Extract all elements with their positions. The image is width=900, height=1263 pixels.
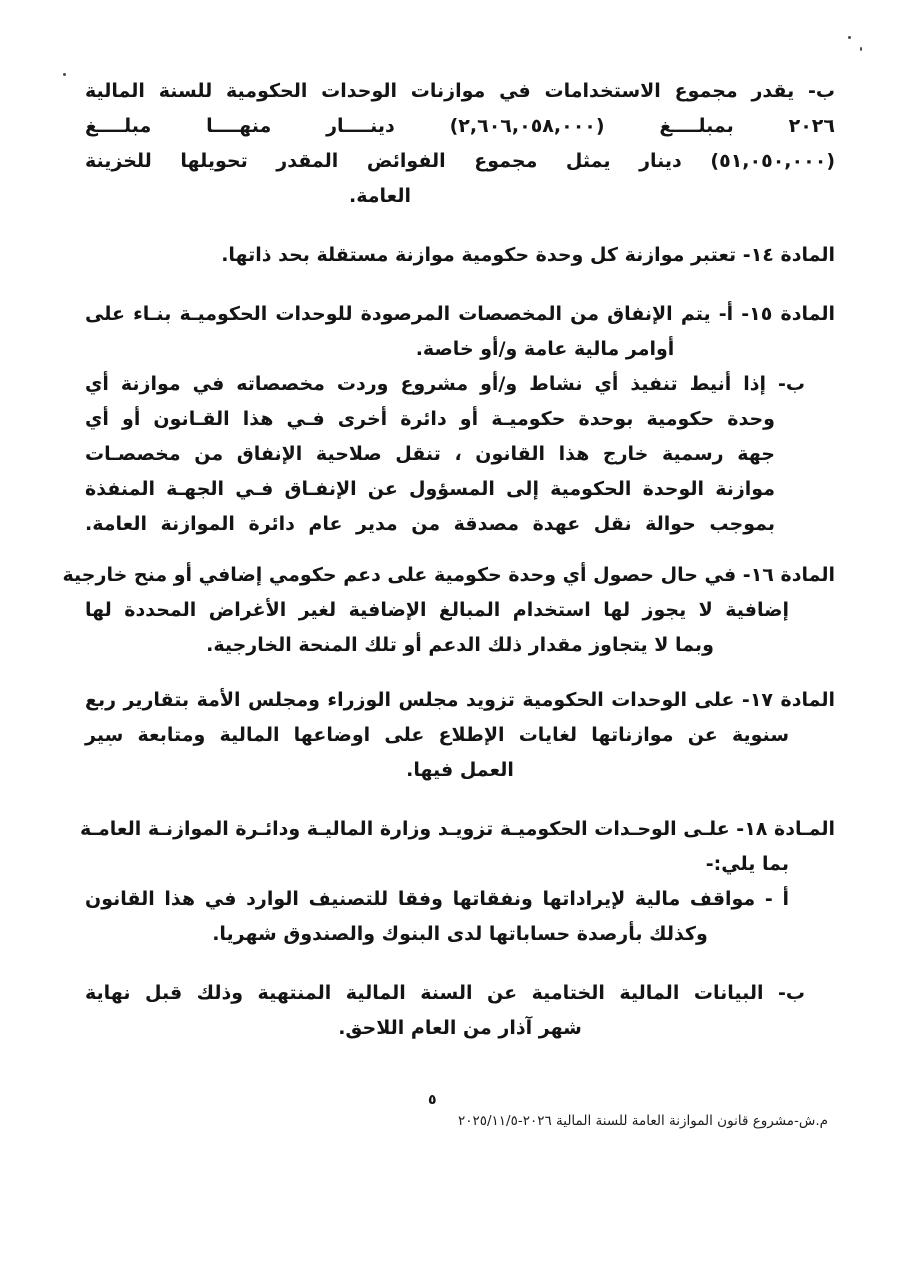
article-14: [85, 238, 835, 273]
text-line: (٥١,٠٥٠,٠٠٠) دينار يمثل مجموع الفوائض المقدر تحويلها للخزينة: [85, 150, 835, 172]
text-line: ب- البيانات المالية الختامية عن السنة المالية المنتهية وذلك قبل نهاية: [85, 982, 805, 1004]
text-line: المادة ١٥- أ- يتم الإنفاق من المخصصات المرصودة للوحدات الحكوميـة بنـاء على: [85, 303, 835, 325]
text-line: وبما لا يتجاوز مقدار ذلك الدعم أو تلك المنحة الخارجية.: [206, 634, 714, 656]
scan-speck: [860, 47, 862, 51]
text-line: أوامر مالية عامة و/أو خاصة.: [415, 338, 675, 360]
text-line: ب- يقدر مجموع الاستخدامات في موازنات الوحدات الحكومية للسنة المالية: [85, 80, 835, 102]
scan-speck: [848, 36, 851, 39]
text-line: بما يلي:-: [705, 853, 789, 875]
text-line: سنوية عن موازناتها لغايات الإطلاع على اوضاعها المالية ومتابعة سير: [85, 724, 789, 746]
footer-reference: م.ش-مشروع قانون الموازنة العامة للسنة المالية ٢٠٢٦-٢٠٢٥/١١/٥: [457, 1113, 828, 1129]
text-line: أ - مواقف مالية لإيراداتها ونفقاتها وفقا للتصنيف الوارد في هذا القانون: [85, 888, 789, 910]
text-line: المادة ١٧- على الوحدات الحكومية تزويد مجلس الوزراء ومجلس الأمة بتقارير ربع: [85, 689, 835, 711]
text-line: ٢٠٢٦ بمبلــــغ (٢,٦٠٦,٠٥٨,٠٠٠) دينــــار منهــــا مبلــــغ: [85, 115, 835, 137]
text-line: المادة ١٦- في حال حصول أي وحدة حكومية على دعم حكومي إضافي أو منح خارجية: [62, 564, 835, 586]
text-line: وكذلك بأرصدة حساباتها لدى البنوك والصندوق شهريا.: [212, 923, 708, 945]
text-line: وحدة حكومية بوحدة حكوميـة أو دائرة أخرى فـي هذا القـانون أو أي: [85, 408, 775, 430]
article-18-clause-b: [85, 976, 835, 1046]
article-16: [62, 558, 835, 663]
page-number: ٥: [428, 1092, 437, 1108]
article-17: [85, 683, 835, 788]
text-line: جهة رسمية خارج هذا القانون ، تنقل صلاحية الإنفاق من مخصصـات: [85, 443, 775, 465]
text-line: العمل فيها.: [406, 759, 514, 781]
clause-b-uses-estimate: [85, 74, 835, 214]
scan-speck: [63, 73, 66, 76]
text-line: ب- إذا أنيط تنفيذ أي نشاط و/أو مشروع وردت مخصصاته في موازنة أي: [85, 373, 805, 395]
text-line: العامة.: [348, 185, 411, 207]
text-line: بموجب حوالة نقل عهدة مصدقة من مدير عام دائرة الموازنة العامة.: [85, 513, 775, 535]
text-line: المادة ١٤- تعتبر موازنة كل وحدة حكومية موازنة مستقلة بحد ذاتها.: [221, 244, 835, 266]
text-line: موازنة الوحدة الحكومية إلى المسؤول عن الإنفـاق فـي الجهـة المنفذة: [85, 478, 775, 500]
document-body: [62, 74, 835, 1046]
text-line: المـادة ١٨- علـى الوحـدات الحكوميـة تزويـد وزارة الماليـة ودائـرة الموازنـة العامـة: [80, 818, 835, 840]
article-15: [85, 297, 835, 542]
text-line: إضافية لا يجوز لها استخدام المبالغ الإضافية لغير الأغراض المحددة لها: [85, 599, 789, 621]
text-line: شهر آذار من العام اللاحق.: [338, 1017, 582, 1039]
article-18: [80, 812, 835, 952]
